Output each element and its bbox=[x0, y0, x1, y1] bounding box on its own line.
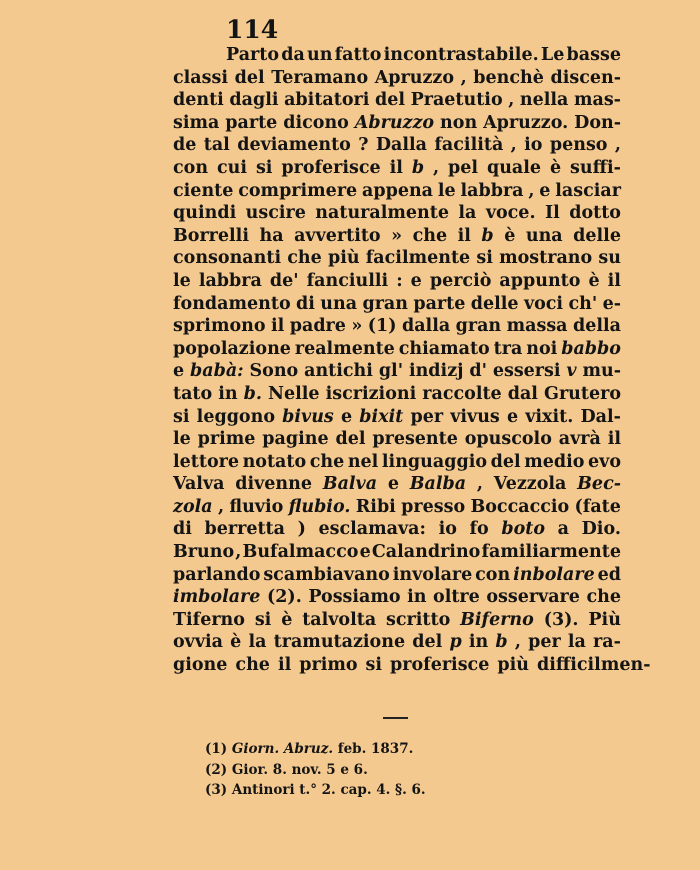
word: dal bbox=[507, 383, 538, 404]
word: scambiavano bbox=[263, 564, 390, 585]
word: : bbox=[396, 270, 403, 291]
word: non bbox=[440, 112, 478, 133]
text-line bbox=[173, 541, 621, 564]
word: le bbox=[437, 180, 456, 201]
word: incontrastabile. bbox=[383, 45, 539, 65]
text-line bbox=[173, 293, 621, 316]
footnote bbox=[205, 760, 426, 781]
word: Bruno bbox=[173, 542, 235, 563]
word: e- bbox=[602, 293, 621, 314]
word: da bbox=[281, 45, 305, 65]
word: avvertito bbox=[294, 225, 381, 246]
word: comprimere bbox=[238, 180, 358, 201]
word: ciente bbox=[173, 180, 234, 201]
word: ra- bbox=[593, 632, 621, 653]
word: berretta bbox=[204, 519, 285, 540]
word: tal bbox=[203, 135, 230, 156]
word: bixit bbox=[359, 406, 404, 427]
word: si bbox=[476, 248, 493, 269]
word: Possiamo bbox=[308, 587, 401, 608]
word: boto bbox=[501, 519, 546, 540]
word: si bbox=[254, 609, 272, 630]
word: naturalmente bbox=[315, 203, 449, 224]
word: Ribi bbox=[355, 496, 396, 517]
word: » bbox=[351, 316, 363, 337]
word: Dal- bbox=[580, 406, 621, 427]
footnote-text: (3) Antinori t.° 2. cap. 4. §. 6. bbox=[205, 782, 426, 798]
word: raccolte bbox=[422, 383, 502, 404]
word: ) bbox=[297, 519, 306, 540]
text-line bbox=[173, 112, 621, 135]
word: Boccaccio bbox=[470, 496, 570, 517]
word: popolazione bbox=[173, 338, 291, 359]
word: prime bbox=[197, 429, 256, 450]
word: , bbox=[514, 632, 521, 653]
word: dalla bbox=[401, 316, 451, 337]
word: mas- bbox=[573, 90, 621, 111]
word: dotto bbox=[569, 203, 621, 224]
word: del bbox=[335, 429, 366, 450]
word: del bbox=[234, 67, 265, 88]
word: opuscolo bbox=[464, 429, 552, 450]
word: il bbox=[607, 429, 621, 450]
word: dicono bbox=[283, 112, 349, 133]
word: una bbox=[320, 293, 358, 314]
word: è bbox=[230, 632, 242, 653]
word: linguaggio bbox=[381, 451, 488, 472]
word: notato bbox=[242, 451, 307, 472]
word: vixit. bbox=[525, 406, 574, 427]
text-line bbox=[173, 225, 621, 248]
word: deviamento bbox=[237, 135, 351, 156]
word: babà: bbox=[190, 361, 244, 382]
word: e bbox=[359, 542, 371, 563]
word: con bbox=[173, 157, 209, 178]
word: in bbox=[218, 383, 238, 404]
word: tra bbox=[493, 338, 523, 359]
word: realmente bbox=[294, 338, 395, 359]
word: pagine bbox=[262, 429, 329, 450]
word: labbra bbox=[460, 180, 524, 201]
word: più bbox=[327, 248, 360, 269]
word: la bbox=[567, 632, 586, 653]
word: flubio. bbox=[288, 496, 351, 517]
text-line bbox=[173, 338, 621, 361]
word: il bbox=[389, 157, 403, 178]
word: babbo bbox=[561, 338, 621, 359]
word: lasciar bbox=[555, 180, 621, 201]
word: voce. bbox=[485, 203, 536, 224]
word: fatto bbox=[334, 45, 382, 65]
word: e bbox=[506, 406, 519, 427]
divider-rule bbox=[383, 717, 408, 719]
word: Borrelli bbox=[173, 225, 249, 246]
word: penso bbox=[549, 135, 608, 156]
word: noi bbox=[526, 338, 558, 359]
footnote bbox=[205, 739, 426, 760]
text-line bbox=[173, 383, 621, 406]
word: parlando bbox=[173, 564, 261, 585]
word: de bbox=[173, 135, 197, 156]
word: esclamava: bbox=[318, 519, 426, 540]
word: con bbox=[475, 564, 511, 585]
word: ha bbox=[259, 225, 284, 246]
word: in bbox=[407, 587, 427, 608]
word: involare bbox=[392, 564, 473, 585]
word: Sono bbox=[249, 361, 299, 382]
text-line bbox=[173, 360, 621, 383]
word: Don- bbox=[574, 112, 621, 133]
word: Vezzola bbox=[493, 474, 567, 495]
word: Valva bbox=[173, 474, 225, 495]
word: io bbox=[524, 135, 543, 156]
word: Calandrino bbox=[371, 542, 481, 563]
word: proferisce bbox=[390, 655, 490, 676]
word: le bbox=[173, 429, 191, 450]
word: parte bbox=[413, 293, 466, 314]
word: tato bbox=[173, 383, 213, 404]
word: mu- bbox=[582, 361, 621, 382]
word: fo bbox=[469, 519, 489, 540]
word: per bbox=[410, 406, 444, 427]
word: consonanti bbox=[173, 248, 282, 269]
footnotes bbox=[205, 739, 426, 801]
word: cui bbox=[216, 157, 248, 178]
word: gran bbox=[455, 316, 502, 337]
word: Più bbox=[588, 609, 621, 630]
word: Grutero bbox=[544, 383, 621, 404]
word: padre bbox=[289, 316, 346, 337]
word: Bufalmacco bbox=[242, 542, 359, 563]
word: osservare bbox=[486, 587, 580, 608]
word: (fate bbox=[574, 496, 621, 517]
text-line bbox=[173, 518, 621, 541]
word: appunto bbox=[499, 270, 581, 291]
word: inbolare bbox=[513, 564, 595, 585]
word: indizj bbox=[408, 361, 464, 382]
word: dagli bbox=[229, 90, 279, 111]
word: chiamato bbox=[398, 338, 490, 359]
word: il bbox=[607, 270, 621, 291]
word: Apruzzo bbox=[374, 67, 455, 88]
text-line bbox=[173, 406, 621, 429]
word: fanciulli bbox=[306, 270, 389, 291]
text-line bbox=[173, 202, 621, 225]
text-line bbox=[173, 473, 621, 496]
word: familiarmente bbox=[481, 542, 621, 563]
word: ? bbox=[358, 135, 369, 156]
word: (1) bbox=[367, 316, 397, 337]
word: del bbox=[490, 451, 521, 472]
word: Le bbox=[540, 45, 565, 65]
word: la bbox=[458, 203, 477, 224]
word: della bbox=[572, 316, 621, 337]
footnote-text: Giorn. Abruz. bbox=[231, 741, 334, 757]
word: presso bbox=[401, 496, 466, 517]
word: classi bbox=[173, 67, 228, 88]
word: imbolare bbox=[173, 587, 261, 608]
text-line bbox=[173, 315, 621, 338]
word: pel bbox=[448, 157, 479, 178]
word: iscrizioni bbox=[325, 383, 417, 404]
word: il bbox=[277, 655, 292, 676]
word: si bbox=[365, 655, 383, 676]
word: e bbox=[340, 406, 353, 427]
page-number: 114 bbox=[226, 15, 279, 44]
word: è bbox=[281, 609, 293, 630]
text-line bbox=[173, 564, 621, 587]
word: è bbox=[549, 157, 562, 178]
word: del bbox=[374, 90, 405, 111]
word: di bbox=[173, 519, 192, 540]
text-line bbox=[173, 496, 621, 519]
word: che bbox=[287, 248, 322, 269]
word: uscire bbox=[245, 203, 306, 224]
word: difficilmen- bbox=[536, 655, 651, 676]
word: mostrano bbox=[499, 248, 593, 269]
word: in bbox=[468, 632, 489, 653]
word: gl' bbox=[378, 361, 404, 382]
word: Il bbox=[544, 203, 560, 224]
text-line bbox=[173, 270, 621, 293]
word: voci bbox=[523, 293, 564, 314]
word: parte bbox=[225, 112, 278, 133]
text-line bbox=[173, 44, 621, 67]
word: tramutazione bbox=[273, 632, 406, 653]
word: è bbox=[504, 225, 516, 246]
word: fluvio bbox=[229, 496, 284, 517]
word: p bbox=[449, 632, 462, 653]
text-line bbox=[173, 428, 621, 451]
word: Nelle bbox=[268, 383, 320, 404]
word: b bbox=[411, 157, 425, 178]
word: che bbox=[412, 225, 448, 246]
word: b. bbox=[243, 383, 262, 404]
word: facilmente bbox=[365, 248, 471, 269]
text-line bbox=[173, 67, 621, 90]
word: scritto bbox=[386, 609, 451, 630]
word: , bbox=[235, 542, 242, 563]
word: , bbox=[528, 180, 535, 201]
word: nella bbox=[519, 90, 569, 111]
text-line bbox=[173, 654, 651, 677]
word: b bbox=[481, 225, 494, 246]
word: sima bbox=[173, 112, 220, 133]
word: evo bbox=[588, 451, 621, 472]
word: proferisce bbox=[281, 157, 381, 178]
word: basse bbox=[566, 45, 621, 65]
word: , bbox=[217, 496, 225, 517]
word: e bbox=[539, 180, 551, 201]
word: antichi bbox=[304, 361, 373, 382]
word: le bbox=[173, 270, 191, 291]
word: Parto bbox=[226, 45, 280, 65]
word: si bbox=[255, 157, 273, 178]
word: abitatori bbox=[284, 90, 370, 111]
word: Bec- bbox=[577, 474, 621, 495]
word: e bbox=[173, 361, 185, 382]
word: Balva bbox=[322, 474, 378, 495]
word: facilità bbox=[434, 135, 504, 156]
word: labbra bbox=[198, 270, 262, 291]
footnote-text: (1) bbox=[205, 741, 232, 757]
text-line bbox=[173, 247, 621, 270]
word: Dalla bbox=[375, 135, 428, 156]
word: che bbox=[586, 587, 621, 608]
text-line bbox=[173, 631, 621, 654]
word: Abruzzo bbox=[354, 112, 435, 133]
word: presente bbox=[372, 429, 458, 450]
word: fondamento bbox=[173, 293, 291, 314]
text-line bbox=[173, 609, 621, 632]
word: (2). bbox=[266, 587, 302, 608]
word: Teramano bbox=[271, 67, 369, 88]
footnote bbox=[205, 780, 426, 801]
word: il bbox=[457, 225, 471, 246]
word: suffi- bbox=[570, 157, 621, 178]
word: del bbox=[412, 632, 443, 653]
word: per bbox=[528, 632, 561, 653]
word: b bbox=[495, 632, 508, 653]
text-line bbox=[173, 586, 621, 609]
word: Tiferno bbox=[173, 609, 245, 630]
word: quale bbox=[486, 157, 542, 178]
word: divenne bbox=[235, 474, 313, 495]
word: e bbox=[410, 270, 422, 291]
word: Apruzzo. bbox=[483, 112, 569, 133]
footnote-text: (2) Gior. 8. nov. 5 e 6. bbox=[205, 761, 368, 778]
word: leggono bbox=[196, 406, 275, 427]
word: il bbox=[271, 316, 285, 337]
word: ch' bbox=[568, 293, 598, 314]
word: che bbox=[309, 451, 345, 472]
word: a bbox=[557, 519, 569, 540]
text-line bbox=[173, 134, 621, 157]
footnote-text: feb. 1837. bbox=[333, 741, 414, 757]
word: talvolta bbox=[302, 609, 377, 630]
word: un bbox=[307, 45, 333, 65]
word: benchè bbox=[473, 67, 544, 88]
word: e bbox=[387, 474, 399, 495]
word: Balba bbox=[409, 474, 467, 495]
word: sprimono bbox=[173, 316, 266, 337]
word: (3). bbox=[543, 609, 579, 630]
word: Praetutio bbox=[410, 90, 503, 111]
word: delle bbox=[573, 225, 621, 246]
word: vivus bbox=[450, 406, 500, 427]
word: lettore bbox=[173, 451, 239, 472]
word: di bbox=[296, 293, 315, 314]
word: si bbox=[173, 406, 190, 427]
word: , bbox=[476, 474, 483, 495]
word: la bbox=[248, 632, 267, 653]
word: ed bbox=[597, 564, 621, 585]
text-line bbox=[173, 180, 621, 203]
word: ovvia bbox=[173, 632, 223, 653]
word: medio bbox=[524, 451, 585, 472]
word: , bbox=[433, 157, 440, 178]
word: Dio. bbox=[581, 519, 621, 540]
text-line bbox=[173, 157, 621, 180]
word: gran bbox=[362, 293, 408, 314]
word: quindi bbox=[173, 203, 237, 224]
word: massa bbox=[506, 316, 568, 337]
word: , bbox=[614, 135, 621, 156]
word: primo bbox=[299, 655, 358, 676]
word: perciò bbox=[429, 270, 492, 291]
word: de' bbox=[269, 270, 299, 291]
word: Biferno bbox=[460, 609, 534, 630]
word: più bbox=[497, 655, 529, 676]
word: su bbox=[598, 248, 621, 269]
text-line bbox=[173, 451, 621, 474]
word: zola bbox=[173, 496, 213, 517]
body-text bbox=[173, 44, 651, 677]
word: una bbox=[525, 225, 563, 246]
word: d' bbox=[469, 361, 487, 382]
word: è bbox=[588, 270, 600, 291]
word: oltre bbox=[433, 587, 480, 608]
word: appena bbox=[362, 180, 434, 201]
word: gione bbox=[173, 655, 228, 676]
text-line bbox=[173, 89, 621, 112]
word: discen- bbox=[550, 67, 621, 88]
word: » bbox=[391, 225, 403, 246]
word: , bbox=[508, 90, 515, 111]
word: che bbox=[235, 655, 270, 676]
word: bivus bbox=[282, 406, 334, 427]
word: , bbox=[510, 135, 517, 156]
word: essersi bbox=[492, 361, 561, 382]
word: io bbox=[438, 519, 457, 540]
word: denti bbox=[173, 90, 224, 111]
word: avrà bbox=[558, 429, 601, 450]
word: delle bbox=[470, 293, 519, 314]
word: nel bbox=[347, 451, 379, 472]
word: , bbox=[460, 67, 467, 88]
word: v bbox=[566, 361, 577, 382]
